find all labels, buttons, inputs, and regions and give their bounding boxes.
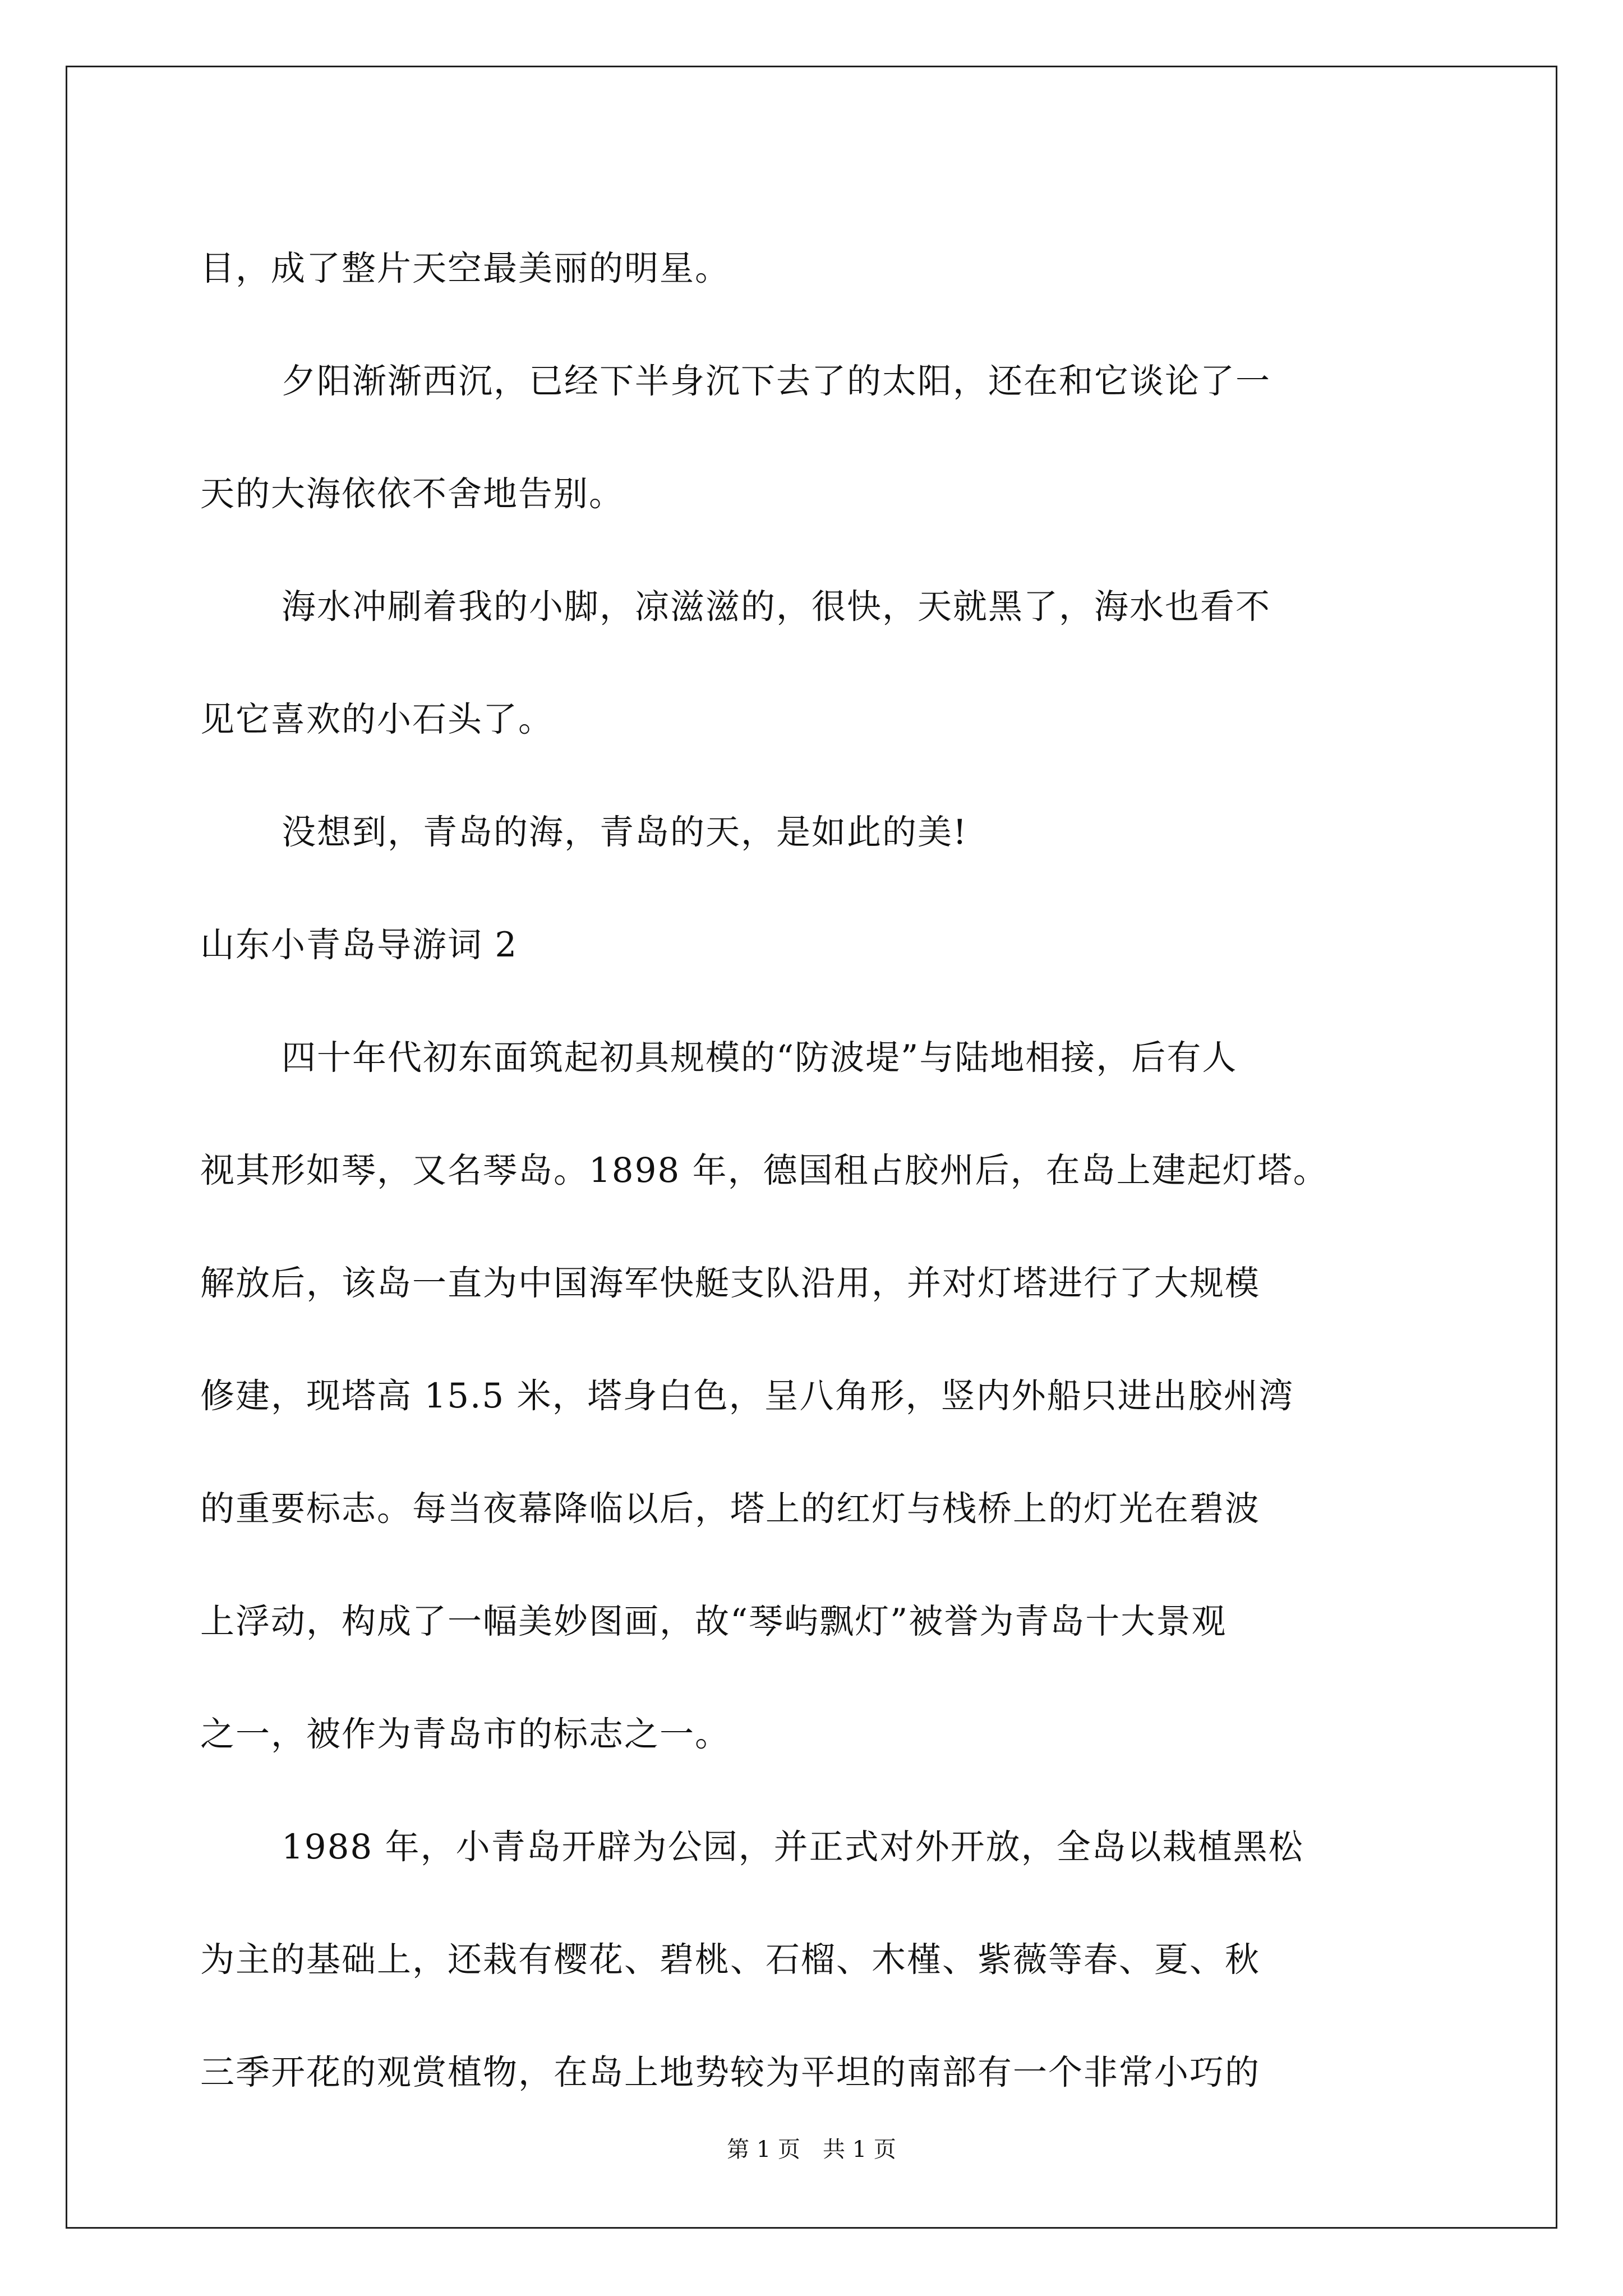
page-total: 共 1 页 (823, 2137, 896, 2162)
text-line: 之一，被作为青岛市的标志之一。 (200, 1714, 731, 1754)
text-line: 天的大海依依不舍地告别。 (200, 474, 625, 514)
text-line: 没想到，青岛的海，青岛的天，是如此的美! (282, 812, 968, 852)
text-line: 四十年代初东面筑起初具规模的“防波堤”与陆地相接，后有人 (282, 1038, 1238, 1078)
page-number: 第 1 页 (727, 2137, 800, 2162)
text-line: 的重要标志。每当夜幕降临以后，塔上的红灯与栈桥上的灯光在碧波 (200, 1489, 1261, 1529)
text-line: 目，成了整片天空最美丽的明星。 (200, 249, 731, 288)
document-body (200, 212, 1428, 2129)
text-line: 海水冲刷着我的小脚，凉滋滋的，很快，天就黑了，海水也看不 (282, 587, 1271, 627)
text-line: 三季开花的观赏植物，在岛上地势较为平坦的南部有一个非常小巧的 (200, 2053, 1261, 2092)
text-line: 见它喜欢的小石头了。 (200, 700, 554, 739)
text-line: 夕阳渐渐西沉，已经下半身沉下去了的太阳，还在和它谈论了一 (282, 361, 1271, 401)
section-heading: 山东小青岛导游词 2 (200, 925, 518, 965)
text-line: 1988 年，小青岛开辟为公园，并正式对外开放，全岛以栽植黑松 (282, 1827, 1304, 1867)
page-footer (0, 2132, 1623, 2164)
text-line: 修建，现塔高 15.5 米，塔身白色，呈八角形，竖内外船只进出胶州湾 (200, 1376, 1294, 1416)
text-line: 为主的基础上，还栽有樱花、碧桃、石榴、木槿、紫薇等春、夏、秋 (200, 1940, 1261, 1980)
text-line: 解放后，该岛一直为中国海军快艇支队沿用，并对灯塔进行了大规模 (200, 1263, 1261, 1303)
text-line: 上浮动，构成了一幅美妙图画，故“琴屿飘灯”被誉为青岛十大景观 (200, 1602, 1227, 1641)
text-line: 视其形如琴，又名琴岛。1898 年，德国租占胶州后，在岛上建起灯塔。 (200, 1151, 1329, 1190)
